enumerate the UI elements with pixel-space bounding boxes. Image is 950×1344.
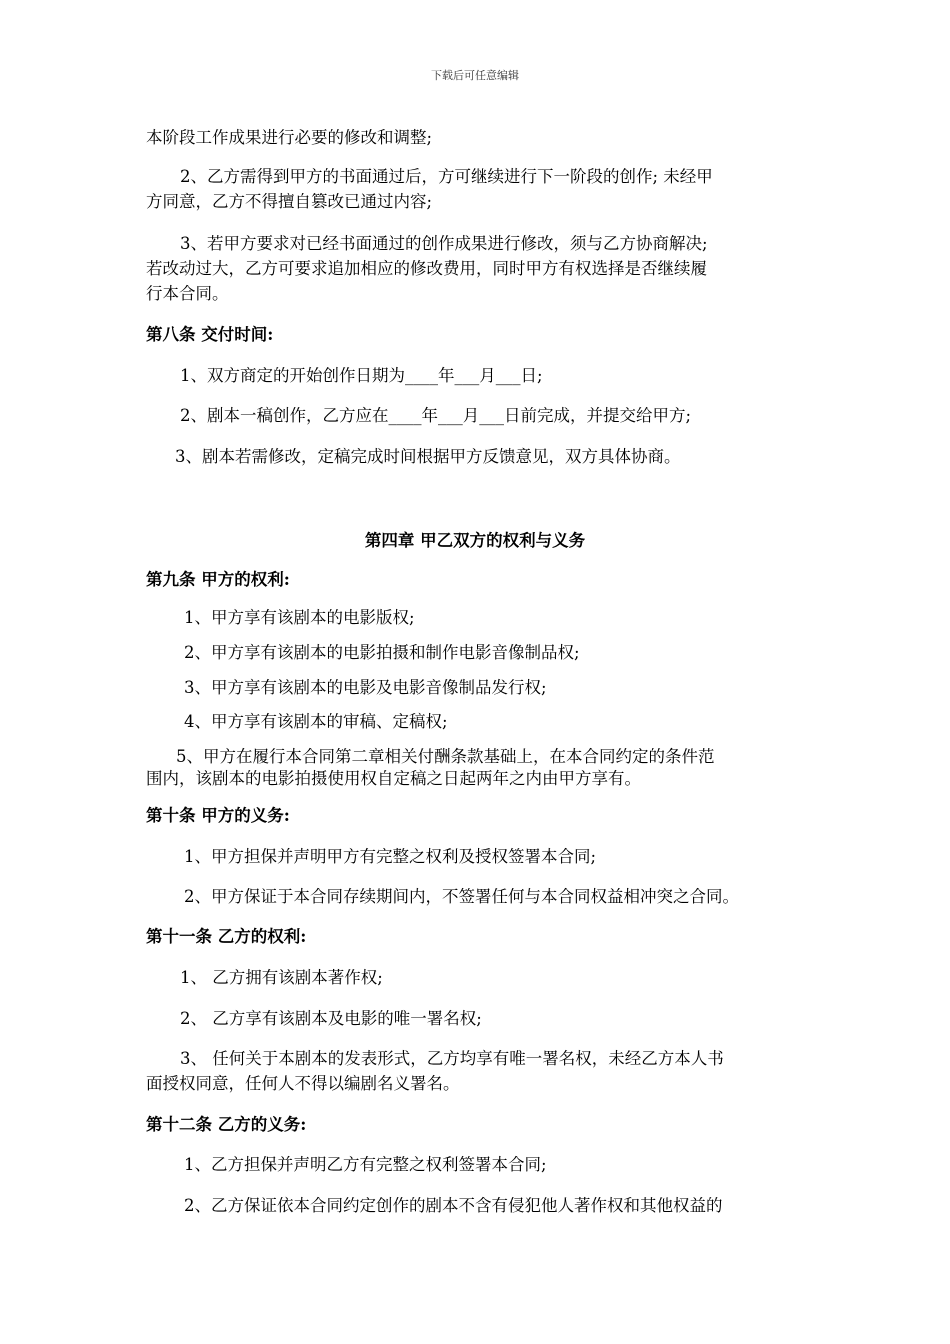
list-item: 4、甲方享有该剧本的审稿、定稿权; — [184, 712, 448, 731]
list-item: 3、甲方享有该剧本的电影及电影音像制品发行权; — [184, 678, 547, 697]
list-item: 3、剧本若需修改，定稿完成时间根据甲方反馈意见，双方具体协商。 — [175, 447, 681, 466]
list-item: 1、甲方担保并声明甲方有完整之权利及授权签署本合同; — [184, 847, 597, 866]
article-heading-11: 第十一条 乙方的权利: — [146, 927, 307, 946]
article-heading-8: 第八条 交付时间: — [146, 325, 274, 344]
paragraph-line: 行本合同。 — [146, 284, 229, 303]
paragraph-line: 方同意，乙方不得擅自篡改已通过内容; — [146, 192, 433, 211]
list-item: 1、双方商定的开始创作日期为____年___月___日; — [180, 366, 543, 385]
paragraph-line: 5、甲方在履行本合同第二章相关付酬条款基础上，在本合同约定的条件范 — [176, 747, 715, 766]
paragraph-line: 围内，该剧本的电影拍摄使用权自定稿之日起两年之内由甲方享有。 — [146, 769, 641, 788]
paragraph-line: 3、若甲方要求对已经书面通过的创作成果进行修改，须与乙方协商解决; — [180, 234, 708, 253]
list-item: 2、乙方保证依本合同约定创作的剧本不含有侵犯他人著作权和其他权益的 — [184, 1196, 723, 1215]
article-heading-9: 第九条 甲方的权利: — [146, 570, 290, 589]
paragraph-line: 面授权同意，任何人不得以编剧名义署名。 — [146, 1074, 460, 1093]
page-header: 下载后可任意编辑 — [431, 69, 519, 82]
list-item: 1、甲方享有该剧本的电影版权; — [184, 608, 415, 627]
article-heading-10: 第十条 甲方的义务: — [146, 806, 290, 825]
list-item: 2、甲方保证于本合同存续期间内，不签署任何与本合同权益相冲突之合同。 — [184, 887, 739, 906]
list-item: 1、乙方担保并声明乙方有完整之权利签署本合同; — [184, 1155, 547, 1174]
paragraph-line: 2、乙方需得到甲方的书面通过后，方可继续进行下一阶段的创作; 未经甲 — [180, 167, 713, 186]
list-item: 2、 乙方享有该剧本及电影的唯一署名权; — [180, 1009, 482, 1028]
chapter-heading: 第四章 甲乙双方的权利与义务 — [364, 531, 586, 550]
list-item: 2、剧本一稿创作，乙方应在____年___月___日前完成，并提交给甲方; — [180, 406, 692, 425]
paragraph-line: 本阶段工作成果进行必要的修改和调整; — [146, 128, 433, 147]
article-heading-12: 第十二条 乙方的义务: — [146, 1115, 307, 1134]
list-item: 1、 乙方拥有该剧本著作权; — [180, 968, 383, 987]
paragraph-line: 若改动过大，乙方可要求追加相应的修改费用，同时甲方有权选择是否继续履 — [146, 259, 707, 278]
paragraph-line: 3、 任何关于本剧本的发表形式，乙方均享有唯一署名权，未经乙方本人书 — [180, 1049, 724, 1068]
list-item: 2、甲方享有该剧本的电影拍摄和制作电影音像制品权; — [184, 643, 580, 662]
